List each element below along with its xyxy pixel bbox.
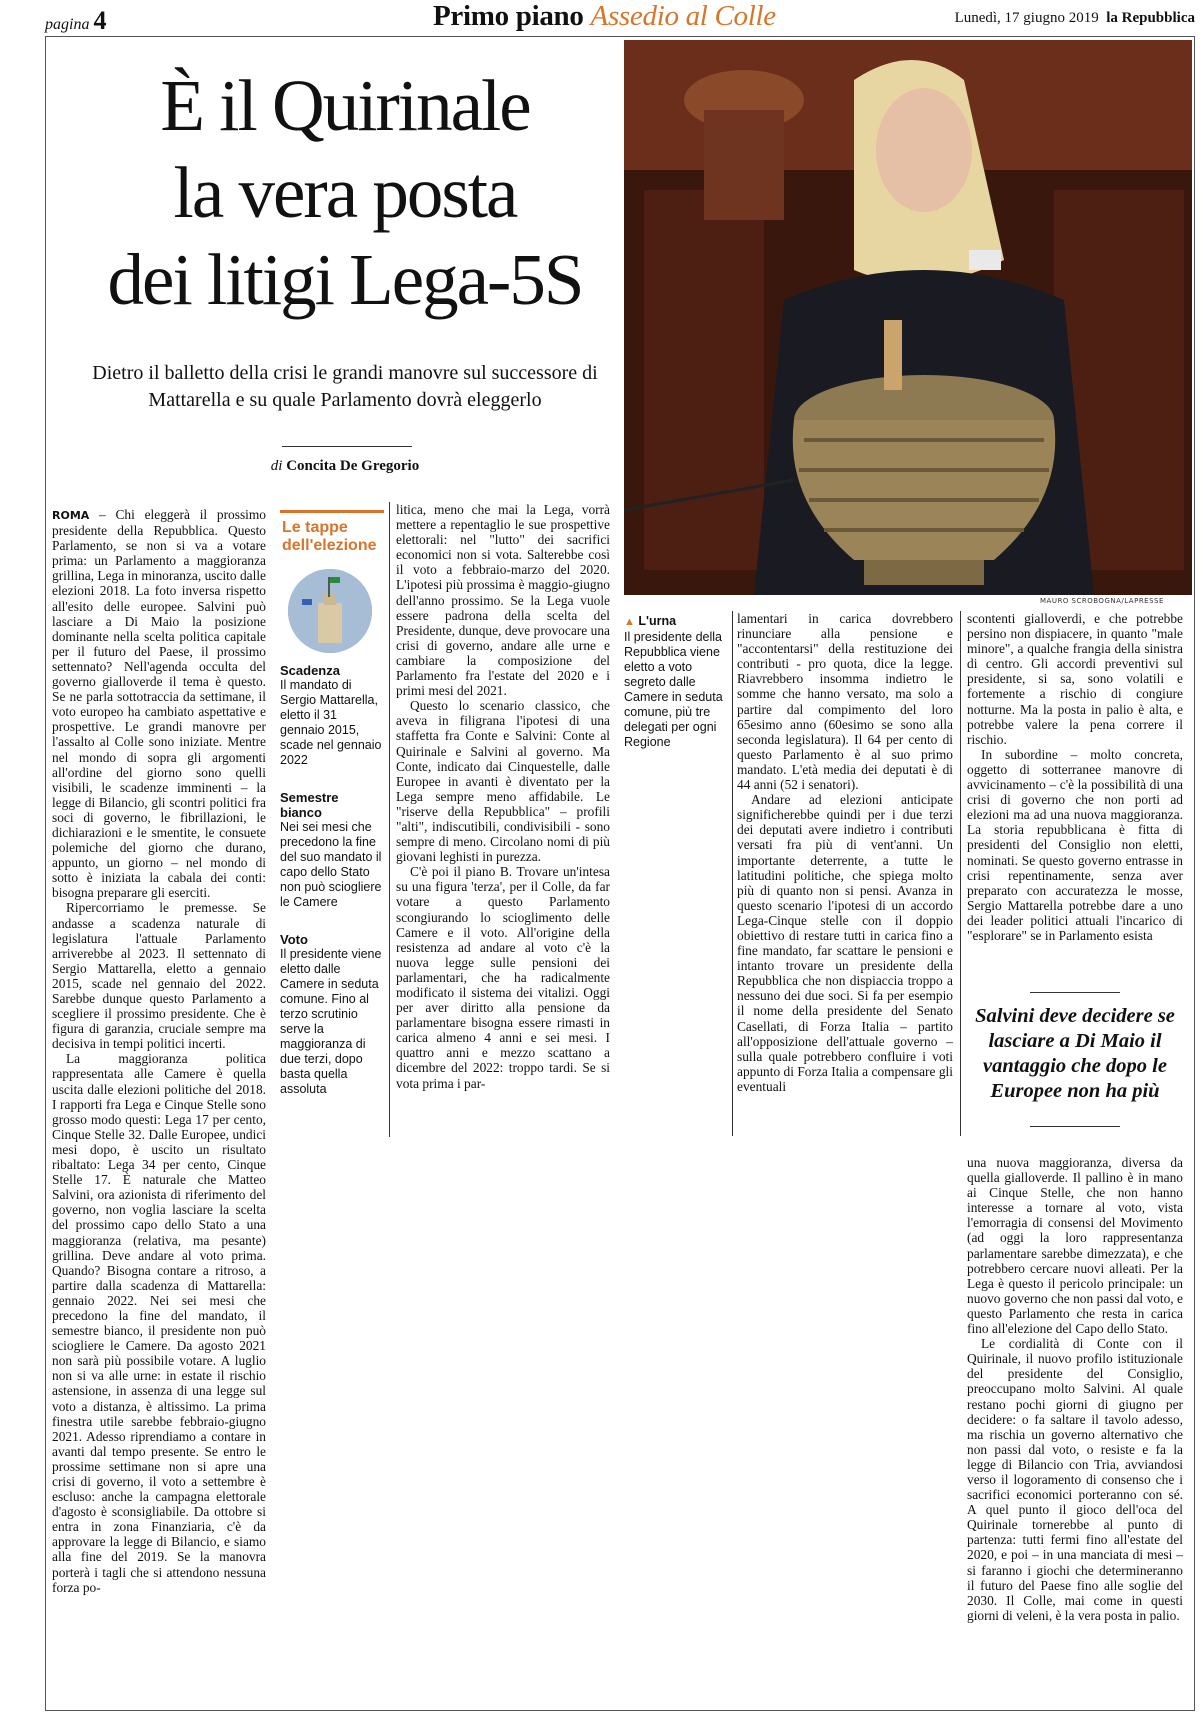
column-rule bbox=[960, 611, 961, 1136]
quirinale-photo bbox=[288, 569, 372, 653]
article-column-2 bbox=[396, 502, 610, 1091]
divider bbox=[1030, 992, 1120, 993]
paragraph: In subordine – molto concreta, oggetto di sotterranee manovre di avvicinamento – c'è la possibilità di una crisi di governo che non porti ad elezioni ma ad una nuova maggioranza. La storia repubblicana è fitta di presidenti del Consiglio non eletti, nominati. Se questo governo entrasse in crisi repentinamente, senza aver preparato con accuratezza le mosse, Sergio Mattarella potrebbe dare a uno dei leader politici attuali l'incarico di "esplorare" se in Parlamento esista bbox=[967, 746, 1183, 943]
article-column-1 bbox=[52, 507, 266, 1595]
paragraph: Andare ad elezioni anticipate significherebbe quindi per i due terzi dei deputati avere indietro i contributi versati fra più di vent'anni. Un importante deterrente, a tutte le latitudini politiche, che spiega molto più di quanto non si pensi. Avanza in questo scenario l'ipotesi di un accordo Lega-Cinque stelle con il doppio obiettivo di restare tutti in carica fino a fine mandato, far scattare le pensioni e intanto trovare un presidente della Repubblica che non dispiaccia troppo a nessuno dei due soci. Si fa per esempio il nome della presidente del Senato Casellati, di Forza Italia – partito all'opposizione dell'attuale governo – sulla quale potrebbero confluire i voti appunto di Forza Italia a compensare gli eventuali bbox=[737, 792, 953, 1094]
headline-line-3: dei litigi Lega-5S bbox=[107, 239, 583, 320]
newspaper-name: la Repubblica bbox=[1106, 10, 1195, 26]
paragraph bbox=[52, 507, 266, 900]
caption-title: L'urna bbox=[638, 614, 677, 628]
main-photo bbox=[624, 40, 1192, 595]
section-title bbox=[433, 0, 776, 33]
paragraph: Le cordialità di Conte con il Quirinale, il nuovo profilo istituzionale del presidente del Consiglio, preoccupano molto Salvini. Al quale restano pochi giorni di giugno per decidere: o fa saltare il tavolo adesso, ma rischia un governo alternativo che non passi dal voto, o resiste e fa la legge di Bilancio con Tria, avviandosi verso il logoramento di consenso che i sacrifici economici porteranno con sé. A quel punto il gioco dell'oca del Quirinale tornerebbe al punto di partenza: tutti fermi fino all'estate del 2020, e poi – in una manciata di mesi – si faranno i giochi che determineranno il futuro del Paese fino alle soglie del 2030. Il Colle, mai come in questi giorni di veleni, è la vera posta in palio. bbox=[967, 1336, 1183, 1623]
headline bbox=[55, 62, 635, 323]
paragraph: lamentari in carica dovrebbero rinunciare alla pensione e "accontentarsi" della restituzione dei contributi - pro quota, dice la legge. Riavrebbero insomma indietro le somme che hanno versato, ma solo a partire dal compimento del loro 65esimo anno (60esimo se sono alla seconda legislatura). Il 64 per cento di questo Parlamento è al suo primo mandato. L'età media dei deputati è di 44 anni (52 i senatori). bbox=[737, 611, 953, 793]
sidebar-item bbox=[280, 790, 384, 910]
section-name: Primo piano bbox=[433, 0, 584, 32]
photo-caption bbox=[624, 614, 728, 750]
sidebar-item bbox=[280, 932, 384, 1097]
page-header bbox=[45, 0, 1195, 36]
article-column-4 bbox=[967, 611, 1183, 943]
column-rule bbox=[732, 611, 733, 1136]
issue-date: Lunedì, 17 giugno 2019 bbox=[954, 10, 1099, 26]
divider bbox=[282, 446, 412, 447]
sidebar-item bbox=[280, 663, 384, 768]
page-label: pagina bbox=[45, 16, 90, 33]
divider bbox=[1030, 1126, 1120, 1127]
paragraph: Ripercorriamo le premesse. Se andasse a scadenza naturale di legislatura l'attuale Parlamento arriverebbe al 2023. Il settennato di Sergio Mattarella, eletto a gennaio 2015, scade nel gennaio del 2022. Sarebbe dunque questo Parlamento a scegliere il prossimo presidente. Che è figura di garanzia, cruciale sempre ma decisiva in tempi politici incerti. bbox=[52, 900, 266, 1052]
sidebar-timeline bbox=[280, 510, 384, 1119]
photo-credit: MAURO SCROBOGNA/LAPRESSE bbox=[1040, 597, 1164, 605]
dateline bbox=[955, 10, 1195, 27]
author-name: Concita De Gregorio bbox=[286, 458, 420, 474]
sidebar-item-heading: Scadenza bbox=[280, 663, 340, 678]
page-number-value: 4 bbox=[93, 6, 107, 35]
triangle-up-icon: ▲ bbox=[624, 616, 635, 628]
paragraph-text: – Chi eleggerà il prossimo presidente della Repubblica. Questo Parlamento, se non si va a votare prima: un Parlamento a maggioranza grillina, Lega in minoranza, uscito dalle elezioni 2018. La foto inversa rispetto all'esito delle europee. Salvini può lasciare a Di Maio la posizione dominante nella scelta politica capitale per il futuro del Paese, il prossimo settennato? Nell'agenda occulta del governo gialloverde il tema è questo. Se ne parla sottotraccia da settimane, il voto europeo ha cambiato aspettative e prospettive. Le grandi manovre per l'assalto al Colle sono iniziate. Mentre nel mondo di sopra gli argomenti all'ordine del giorno sono quelli visibili, le scadenze imminenti – la legge di Bilancio, gli scontri politici fra soci di governo, le fibrillazioni, le dichiarazioni e le smentite, le consuete polemiche del giorno che durano, appunto, un giorno – nel mondo di sotto è iniziata la cabala dei conti: bisogna preparare gli eserciti. bbox=[52, 507, 266, 901]
page-number bbox=[45, 6, 106, 36]
sidebar-item-heading: Semestre bianco bbox=[280, 790, 339, 820]
pull-quote: Salvini deve decidere se lasciare a Di Maio il vantaggio che dopo le Europee non ha più bbox=[975, 1005, 1175, 1102]
ballot-urn-photo bbox=[624, 40, 1192, 595]
article-column-5 bbox=[967, 1155, 1183, 1623]
paragraph: C'è poi il piano B. Trovare un'intesa su una figura 'terza', per il Colle, da far votare a questo Parlamento scongiurando lo scioglimento delle Camere e il voto. All'origine della resistenza ad andare al voto c'è la nuova legge sulle pensioni dei parlamentari, che ha radicalmente modificato il sistema dei vitalizi. Oggi per aver diritto alla pensione da parlamentare bisogna essere rimasti in carica almeno 4 anni e sei mesi. I quattro anni e mezzo scattano a dicembre del 2022: troppo tardi. Se si vota prima i par- bbox=[396, 864, 610, 1091]
column-rule bbox=[389, 502, 390, 1137]
quirinale-icon bbox=[288, 569, 372, 653]
headline-line-1: È il Quirinale bbox=[160, 65, 530, 146]
city-label: ROMA bbox=[52, 509, 90, 522]
byline bbox=[55, 458, 635, 475]
sidebar-item-text: Il presidente viene eletto dalle Camere in seduta comune. Fino al terzo scrutinio serve la maggioranza di due terzi, dopo basta quella assoluta bbox=[280, 947, 382, 1096]
headline-line-2: la vera posta bbox=[173, 152, 517, 233]
caption-text: Il presidente della Repubblica viene eletto a voto segreto dalle Camere in seduta comune, più tre delegati per ogni Regione bbox=[624, 630, 723, 749]
paragraph: La maggioranza politica rappresentata alle Camere è quella uscita dalle elezioni politiche del 2018. I rapporti fra Lega e Cinque Stelle sono grosso modo questi: Lega 17 per cento, Cinque Stelle 32. Dalle Europee, undici mesi dopo, è uscito un risultato ribaltato: Lega 34 per cento, Cinque Stelle 17. È naturale che Matteo Salvini, ora azionista di riferimento del governo, non voglia lasciare la scelta del prossimo capo dello Stato a una maggioranza (relativa, ma pesante) grillina. Deve andare al voto prima. Quando? Bisogna contare a ritroso, a partire dalla scadenza di Mattarella: gennaio 2022. Nei sei mesi che precedono la fine del mandato, il semestre bianco, il presidente non può sciogliere le Camere. Da agosto 2021 non sarà più possibile votare. A luglio non si va alle urne: in estate il rischio astensione, in assenza di una legge sul voto a distanza, è altissimo. La prima finestra utile sarebbe febbraio-giugno 2021. Adesso riprendiamo a contare in avanti dal tempo presente. Se entro le prossime settimane non si apre una crisi di governo, il voto a settembre è escluso: anche la campagna elettorale d'agosto è sconsigliabile. Da ottobre si entra in zona Finanziaria, c'è da approvare la legge di Bilancio, e siamo alla fine del 2019. Se la manovra porterà i tagli che si attendono nessuna forza po- bbox=[52, 1051, 266, 1595]
paragraph: Questo lo scenario classico, che aveva in filigrana l'ipotesi di una staffetta fra Conte e Salvini: Conte al Quirinale e Salvini al governo. Ma Conte, indicato dai Cinquestelle, dalle Europee in avanti è diventato per la Lega sempre meno affidabile. Le "riserve della Repubblica" – profili "alti", indiscutibili, condivisibili - sono sempre di meno. Circolano nomi di più giovani leghisti in purezza. bbox=[396, 698, 610, 865]
paragraph: scontenti gialloverdi, e che potrebbe persino non dispiacere, in quanto "male minore", a qualche frangia della sinistra di centro. Gli accordi preventivi sul presidente, si sa, sono volatili e fortemente a rischio di congiure notturne. Ma la posta in palio è alta, e potrebbe valere la pena correre il rischio. bbox=[967, 611, 1183, 747]
article-column-3 bbox=[737, 611, 953, 1094]
section-kicker: Assedio al Colle bbox=[590, 0, 776, 32]
byline-prefix: di bbox=[270, 458, 283, 474]
paragraph: litica, meno che mai la Lega, vorrà mettere a repentaglio le sue prospettive elettorali: nel "lutto" dei sacrifici economici non si vota. Salterebbe così il voto a febbraio-marzo del 2020. L'ipotesi più prossima è maggio-giugno dell'anno prossimo. Se la Lega vuole essere padrona della scelta del Presidente, dunque, deve provocare una crisi di governo, andare alle urne e cambiare la composizione del Parlamento fra l'estate del 2020 e i primi mesi del 2021. bbox=[396, 502, 610, 699]
deck: Dietro il balletto della crisi le grandi manovre sul successore di Mattarella e su quale Parlamento dovrà eleggerlo bbox=[92, 362, 598, 411]
sidebar-title: Le tappe dell'elezione bbox=[280, 510, 384, 559]
paragraph: una nuova maggioranza, diversa da quella gialloverde. Il pallino è in mano ai Cinque Stelle, che non hanno interesse a tornare al voto, vista l'emorragia di consensi del Movimento (ad oggi la loro rappresentanza parlamentare sarebbe dimezzata), e che potrebbero cercare nuovi alleati. Per la Lega è questo il pericolo principale: un nuovo governo che non passi dal voto, e questo Parlamento che resta in carica fino all'elezione del Capo dello Stato. bbox=[967, 1155, 1183, 1337]
sidebar-item-heading: Voto bbox=[280, 932, 308, 947]
sidebar-item-text: Il mandato di Sergio Mattarella, eletto il 31 gennaio 2015, scade nel gennaio 2022 bbox=[280, 678, 382, 767]
sidebar-item-text: Nei sei mesi che precedono la fine del suo mandato il capo dello Stato non può sciogliere le Camere bbox=[280, 820, 382, 909]
